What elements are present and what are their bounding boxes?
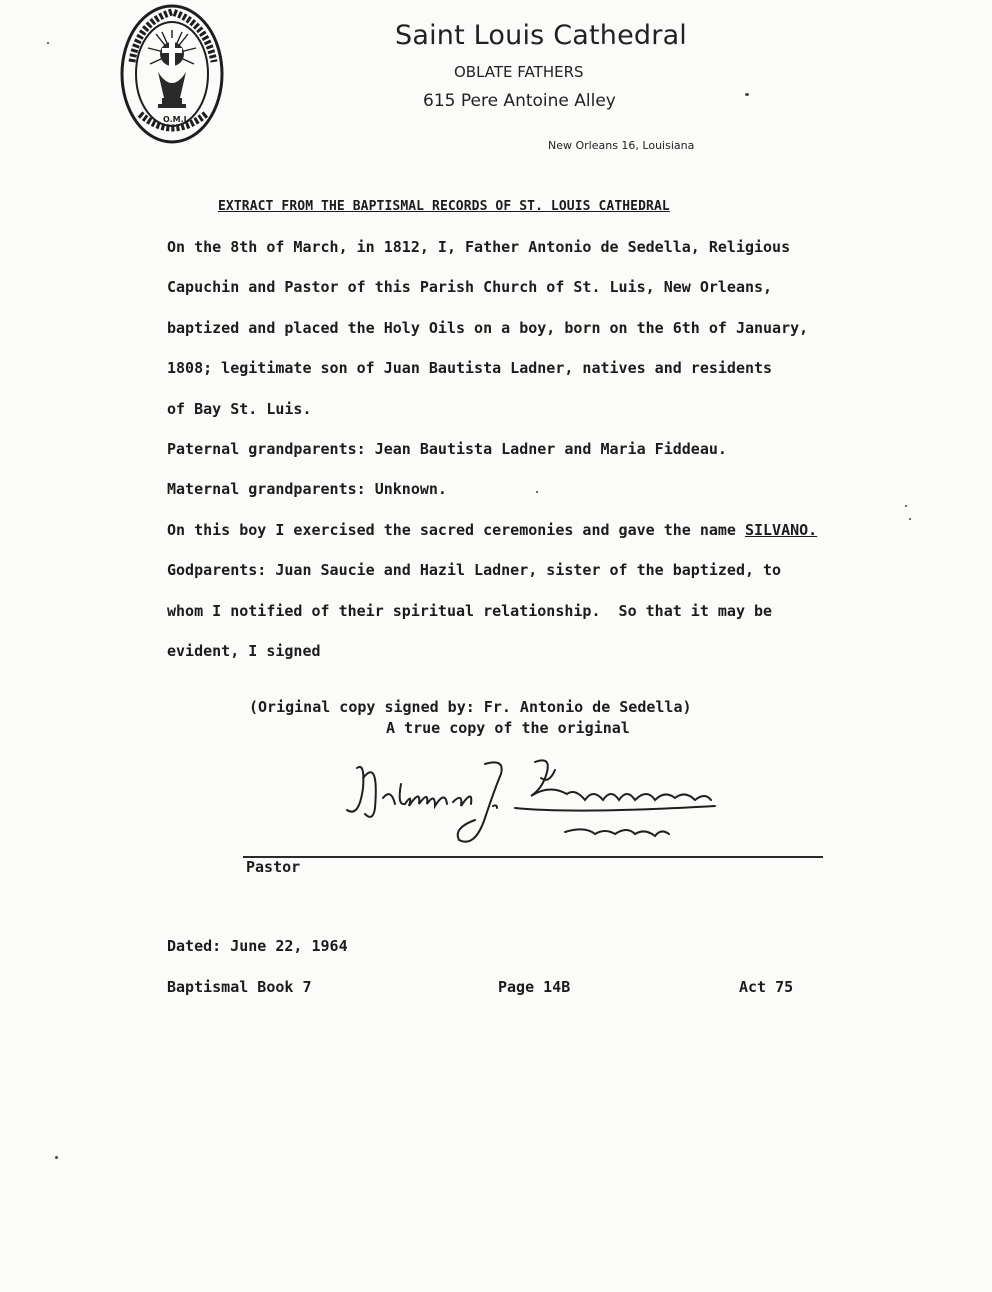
record-line: Capuchin and Pastor of this Parish Church of St. Luis, New Orleans, <box>167 278 773 297</box>
record-line: On the 8th of March, in 1812, I, Father Antonio de Sedella, Religious <box>167 238 791 256</box>
record-line: Godparents: Juan Saucie and Hazil Ladner, sister of the baptized, to <box>167 561 782 580</box>
scan-speck <box>909 518 911 520</box>
act-number: Act 75 <box>739 978 794 996</box>
scan-speck <box>55 1156 58 1159</box>
record-line: of Bay St. Luis. <box>167 399 312 418</box>
scan-speck <box>47 42 49 44</box>
baptismal-book: Baptismal Book 7 <box>167 978 312 996</box>
oblate-seal-emblem <box>118 2 226 150</box>
pastor-label: Pastor <box>246 858 301 876</box>
record-body <box>167 236 907 680</box>
record-line: 1808; legitimate son of Juan Bautista Ladner, natives and residents <box>167 359 773 378</box>
ceremony-line <box>167 519 907 559</box>
record-line: evident, I signed <box>167 641 321 660</box>
street-address: 615 Pere Antoine Alley <box>423 91 616 111</box>
handwritten-signature <box>335 748 735 858</box>
city-line: New Orleans 16, Louisiana <box>548 139 695 152</box>
record-line: baptized and placed the Holy Oils on a boy, born on the 6th of January, <box>167 318 809 337</box>
original-signed-note: (Original copy signed by: Fr. Antonio de Sedella) <box>249 698 692 716</box>
document-heading: EXTRACT FROM THE BAPTISMAL RECORDS OF ST. LOUIS CATHEDRAL <box>218 199 670 214</box>
seal-initials: O.M.I. <box>163 115 190 124</box>
date-line: Dated: June 22, 1964 <box>167 937 348 955</box>
given-name: SILVANO. <box>744 520 818 539</box>
scan-speck <box>905 505 907 507</box>
page-number: Page 14B <box>498 978 571 996</box>
signature-line <box>243 856 823 858</box>
ceremony-text: On this boy I exercised the sacred ceremonies and gave the name <box>167 520 745 539</box>
record-line: whom I notified of their spiritual relationship. So that it may be <box>167 601 773 620</box>
record-line: Paternal grandparents: Jean Bautista Ladner and Maria Fiddeau. <box>167 439 727 458</box>
order-name: OBLATE FATHERS <box>454 63 584 81</box>
scan-speck <box>536 491 538 493</box>
true-copy-note: A true copy of the original <box>386 719 630 737</box>
cathedral-title: Saint Louis Cathedral <box>395 20 688 51</box>
scan-speck <box>745 93 749 96</box>
record-line: Maternal grandparents: Unknown. <box>167 480 447 499</box>
